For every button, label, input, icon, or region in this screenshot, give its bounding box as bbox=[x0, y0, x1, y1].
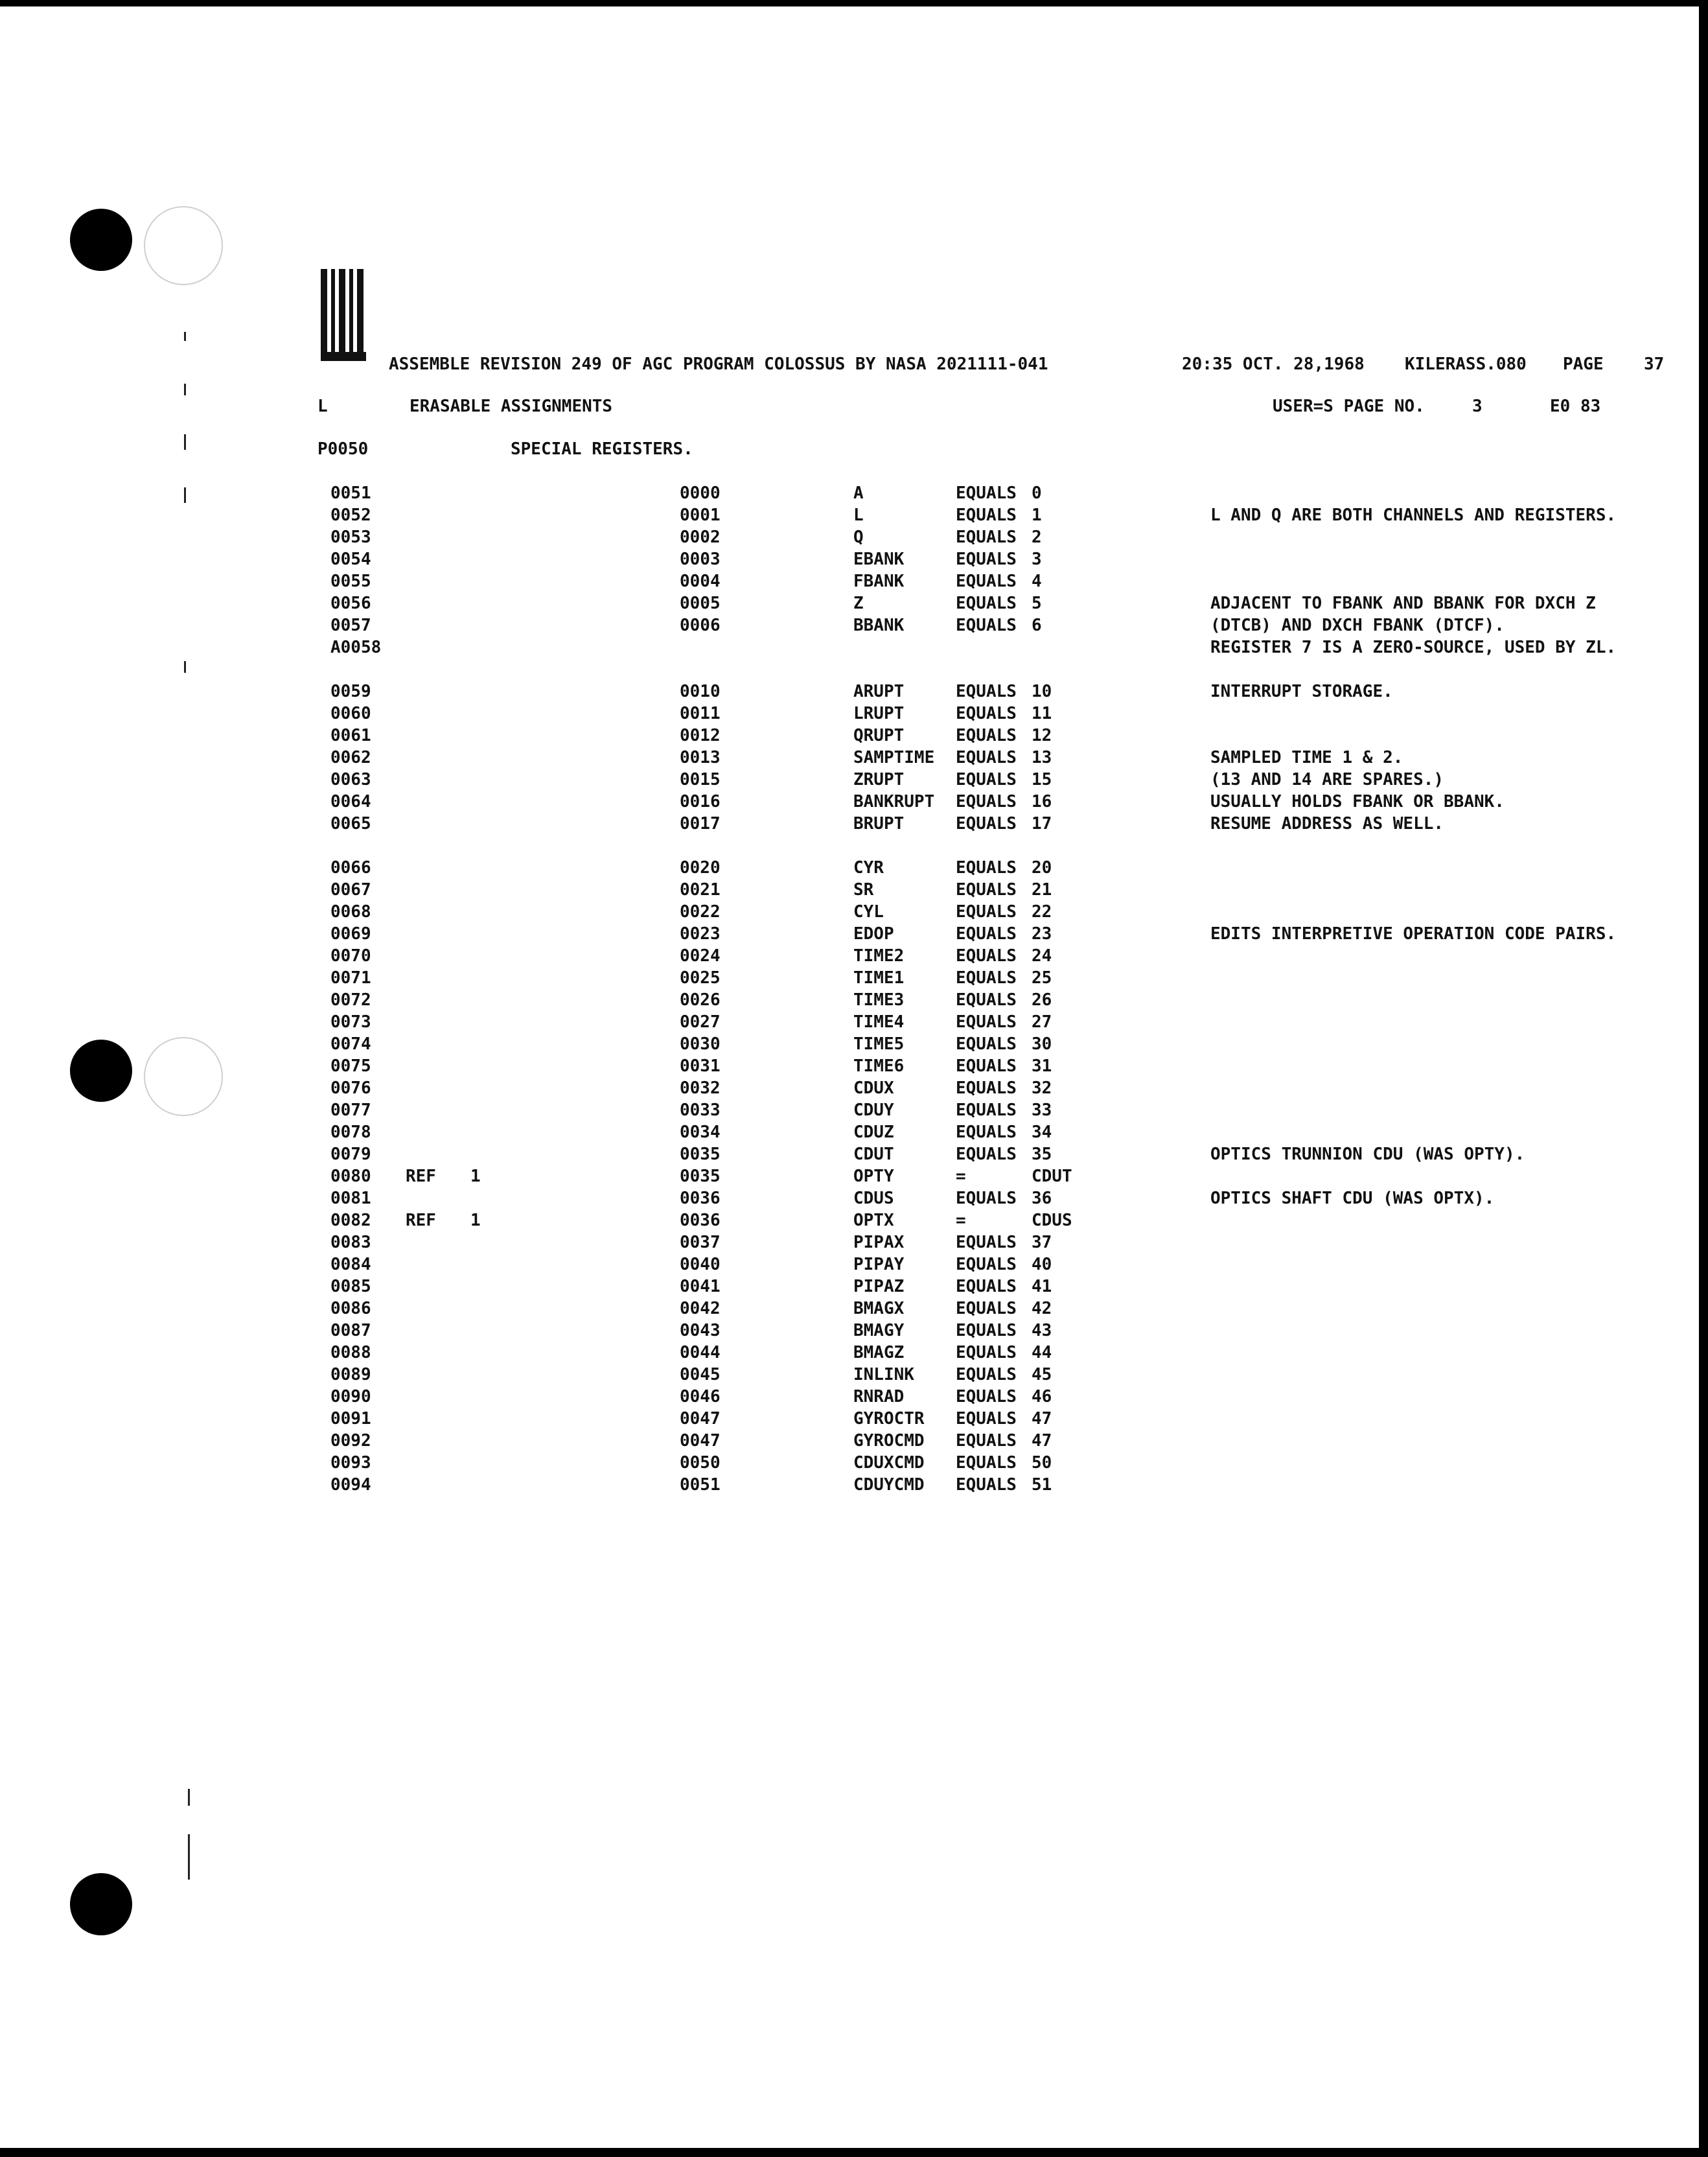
value: 17 bbox=[1032, 814, 1052, 834]
value: 47 bbox=[1032, 1409, 1052, 1428]
symbol: GYROCMD bbox=[853, 1431, 925, 1451]
ref-marker: REF bbox=[406, 1167, 436, 1186]
listing-row bbox=[0, 1452, 1708, 1474]
symbol: EDOP bbox=[853, 924, 894, 944]
value: 26 bbox=[1032, 990, 1052, 1010]
value: 41 bbox=[1032, 1277, 1052, 1296]
operator: EQUALS bbox=[956, 484, 1017, 503]
operator: EQUALS bbox=[956, 1431, 1017, 1451]
value: 46 bbox=[1032, 1387, 1052, 1406]
value: 27 bbox=[1032, 1012, 1052, 1032]
operator: EQUALS bbox=[956, 1012, 1017, 1032]
line-number: 0085 bbox=[330, 1277, 371, 1296]
value: 24 bbox=[1032, 946, 1052, 966]
value: 23 bbox=[1032, 924, 1052, 944]
operator: EQUALS bbox=[956, 1078, 1017, 1098]
line-number: 0081 bbox=[330, 1189, 371, 1208]
comment: OPTICS SHAFT CDU (WAS OPTX). bbox=[1210, 1189, 1495, 1208]
listing-row bbox=[0, 1430, 1708, 1452]
symbol: BBANK bbox=[853, 616, 905, 635]
operator: EQUALS bbox=[956, 748, 1017, 767]
value: 22 bbox=[1032, 902, 1052, 922]
operator: EQUALS bbox=[956, 990, 1017, 1010]
listing-row bbox=[0, 813, 1708, 835]
symbol: LRUPT bbox=[853, 704, 905, 723]
line-number: 0071 bbox=[330, 968, 371, 988]
address: 0021 bbox=[680, 880, 721, 900]
value: 43 bbox=[1032, 1321, 1052, 1340]
listing-row bbox=[0, 1187, 1708, 1209]
operator: EQUALS bbox=[956, 968, 1017, 988]
operator: EQUALS bbox=[956, 572, 1017, 591]
symbol: BANKRUPT bbox=[853, 792, 935, 811]
address: 0047 bbox=[680, 1409, 721, 1428]
symbol: SAMPTIME bbox=[853, 748, 935, 767]
comment: REGISTER 7 IS A ZERO-SOURCE, USED BY ZL. bbox=[1210, 638, 1617, 657]
address: 0033 bbox=[680, 1101, 721, 1120]
listing-row bbox=[0, 1143, 1708, 1165]
comment: RESUME ADDRESS AS WELL. bbox=[1210, 814, 1444, 834]
value: 5 bbox=[1032, 594, 1042, 613]
address: 0001 bbox=[680, 506, 721, 525]
value: CDUS bbox=[1032, 1211, 1072, 1230]
symbol: TIME3 bbox=[853, 990, 905, 1010]
listing-row bbox=[0, 614, 1708, 636]
value: 21 bbox=[1032, 880, 1052, 900]
symbol: TIME4 bbox=[853, 1012, 905, 1032]
listing-row bbox=[0, 504, 1708, 526]
address: 0027 bbox=[680, 1012, 721, 1032]
address: 0010 bbox=[680, 682, 721, 701]
symbol: L bbox=[853, 506, 864, 525]
line-number: 0056 bbox=[330, 594, 371, 613]
line-number: 0080 bbox=[330, 1167, 371, 1186]
listing-row bbox=[0, 879, 1708, 901]
operator: EQUALS bbox=[956, 1145, 1017, 1164]
listing-title: ASSEMBLE REVISION 249 OF AGC PROGRAM COLOSSUS BY NASA 2021111-041 bbox=[389, 355, 1048, 374]
symbol: PIPAY bbox=[853, 1255, 905, 1274]
operator: EQUALS bbox=[956, 682, 1017, 701]
operator: EQUALS bbox=[956, 594, 1017, 613]
symbol: OPTX bbox=[853, 1211, 894, 1230]
operator: EQUALS bbox=[956, 858, 1017, 878]
address: 0005 bbox=[680, 594, 721, 613]
symbol: PIPAX bbox=[853, 1233, 905, 1252]
address: 0003 bbox=[680, 550, 721, 569]
listing-row bbox=[0, 1342, 1708, 1364]
address: 0023 bbox=[680, 924, 721, 944]
symbol: OPTY bbox=[853, 1167, 894, 1186]
line-number: 0083 bbox=[330, 1233, 371, 1252]
listing-row bbox=[0, 967, 1708, 989]
address: 0036 bbox=[680, 1189, 721, 1208]
address: 0046 bbox=[680, 1387, 721, 1406]
address: 0030 bbox=[680, 1034, 721, 1054]
operator: EQUALS bbox=[956, 814, 1017, 834]
symbol: Q bbox=[853, 528, 864, 547]
value: 32 bbox=[1032, 1078, 1052, 1098]
listing-row bbox=[0, 1231, 1708, 1253]
address: 0051 bbox=[680, 1475, 721, 1495]
operator: EQUALS bbox=[956, 1387, 1017, 1406]
value: 4 bbox=[1032, 572, 1042, 591]
listing-row bbox=[0, 1165, 1708, 1187]
address: 0015 bbox=[680, 770, 721, 789]
operator: EQUALS bbox=[956, 880, 1017, 900]
symbol: INLINK bbox=[853, 1365, 914, 1384]
print-user: KILERASS.080 bbox=[1405, 355, 1527, 374]
listing-row bbox=[0, 1121, 1708, 1143]
value: 20 bbox=[1032, 858, 1052, 878]
section-line-label: SPECIAL REGISTERS. bbox=[511, 439, 693, 459]
symbol: CDUX bbox=[853, 1078, 894, 1098]
listing-row bbox=[0, 548, 1708, 570]
line-number: 0069 bbox=[330, 924, 371, 944]
operator: EQUALS bbox=[956, 1475, 1017, 1495]
line-number: 0068 bbox=[330, 902, 371, 922]
operator: EQUALS bbox=[956, 1034, 1017, 1054]
line-number: 0073 bbox=[330, 1012, 371, 1032]
operator: = bbox=[956, 1211, 966, 1230]
address: 0036 bbox=[680, 1211, 721, 1230]
symbol: Z bbox=[853, 594, 864, 613]
line-number: 0094 bbox=[330, 1475, 371, 1495]
operator: EQUALS bbox=[956, 924, 1017, 944]
line-number: 0051 bbox=[330, 484, 371, 503]
value: 2 bbox=[1032, 528, 1042, 547]
symbol: SR bbox=[853, 880, 874, 900]
line-number: 0093 bbox=[330, 1453, 371, 1473]
listing-row bbox=[0, 1099, 1708, 1121]
operator: EQUALS bbox=[956, 528, 1017, 547]
operator: EQUALS bbox=[956, 770, 1017, 789]
address: 0035 bbox=[680, 1167, 721, 1186]
operator: EQUALS bbox=[956, 1343, 1017, 1362]
value: 42 bbox=[1032, 1299, 1052, 1318]
address: 0006 bbox=[680, 616, 721, 635]
page-label: PAGE bbox=[1563, 355, 1604, 374]
comment: EDITS INTERPRETIVE OPERATION CODE PAIRS. bbox=[1210, 924, 1617, 944]
operator: EQUALS bbox=[956, 506, 1017, 525]
address: 0045 bbox=[680, 1365, 721, 1384]
address: 0031 bbox=[680, 1056, 721, 1076]
address: 0026 bbox=[680, 990, 721, 1010]
address: 0000 bbox=[680, 484, 721, 503]
listing-row bbox=[0, 923, 1708, 945]
value: 0 bbox=[1032, 484, 1042, 503]
comment: SAMPLED TIME 1 & 2. bbox=[1210, 748, 1403, 767]
line-number: 0090 bbox=[330, 1387, 371, 1406]
value: 16 bbox=[1032, 792, 1052, 811]
line-number: 0070 bbox=[330, 946, 371, 966]
address: 0002 bbox=[680, 528, 721, 547]
line-number: 0076 bbox=[330, 1078, 371, 1098]
value: 31 bbox=[1032, 1056, 1052, 1076]
symbol: A bbox=[853, 484, 864, 503]
symbol: FBANK bbox=[853, 572, 905, 591]
value: 6 bbox=[1032, 616, 1042, 635]
address: 0022 bbox=[680, 902, 721, 922]
line-number: 0060 bbox=[330, 704, 371, 723]
operator: EQUALS bbox=[956, 792, 1017, 811]
operator: EQUALS bbox=[956, 1409, 1017, 1428]
operator: EQUALS bbox=[956, 704, 1017, 723]
section-heading: ERASABLE ASSIGNMENTS bbox=[410, 397, 613, 416]
value: 3 bbox=[1032, 550, 1042, 569]
comment: USUALLY HOLDS FBANK OR BBANK. bbox=[1210, 792, 1505, 811]
operator: EQUALS bbox=[956, 902, 1017, 922]
operator: EQUALS bbox=[956, 1321, 1017, 1340]
symbol: ZRUPT bbox=[853, 770, 905, 789]
address: 0011 bbox=[680, 704, 721, 723]
operator: EQUALS bbox=[956, 726, 1017, 745]
line-number: 0087 bbox=[330, 1321, 371, 1340]
address: 0013 bbox=[680, 748, 721, 767]
address: 0024 bbox=[680, 946, 721, 966]
line-number: 0089 bbox=[330, 1365, 371, 1384]
line-number: 0059 bbox=[330, 682, 371, 701]
line-number: 0072 bbox=[330, 990, 371, 1010]
listing-row bbox=[0, 1055, 1708, 1077]
symbol: EBANK bbox=[853, 550, 905, 569]
address: 0025 bbox=[680, 968, 721, 988]
symbol: GYROCTR bbox=[853, 1409, 925, 1428]
symbol: RNRAD bbox=[853, 1387, 905, 1406]
symbol: TIME1 bbox=[853, 968, 905, 988]
listing-row bbox=[0, 1364, 1708, 1386]
symbol: CDUS bbox=[853, 1189, 894, 1208]
value: 35 bbox=[1032, 1145, 1052, 1164]
value: 34 bbox=[1032, 1123, 1052, 1142]
operator: EQUALS bbox=[956, 1365, 1017, 1384]
line-number: 0055 bbox=[330, 572, 371, 591]
symbol: ARUPT bbox=[853, 682, 905, 701]
address: 0034 bbox=[680, 1123, 721, 1142]
comment: OPTICS TRUNNION CDU (WAS OPTY). bbox=[1210, 1145, 1525, 1164]
address: 0042 bbox=[680, 1299, 721, 1318]
value: 33 bbox=[1032, 1101, 1052, 1120]
symbol: CDUYCMD bbox=[853, 1475, 925, 1495]
comment: INTERRUPT STORAGE. bbox=[1210, 682, 1393, 701]
value: 11 bbox=[1032, 704, 1052, 723]
listing-row bbox=[0, 1298, 1708, 1320]
line-number: 0079 bbox=[330, 1145, 371, 1164]
address: 0017 bbox=[680, 814, 721, 834]
operator: EQUALS bbox=[956, 1189, 1017, 1208]
symbol: CDUZ bbox=[853, 1123, 894, 1142]
value: 10 bbox=[1032, 682, 1052, 701]
listing-row bbox=[0, 482, 1708, 504]
line-number: 0088 bbox=[330, 1343, 371, 1362]
value: 13 bbox=[1032, 748, 1052, 767]
listing-row bbox=[0, 681, 1708, 703]
listing-row bbox=[0, 1077, 1708, 1099]
section-line-number: P0050 bbox=[317, 439, 369, 459]
listing-row bbox=[0, 1408, 1708, 1430]
line-number: A0058 bbox=[330, 638, 382, 657]
users-page-number: 3 bbox=[1472, 397, 1483, 416]
line-number: 0091 bbox=[330, 1409, 371, 1428]
listing-row bbox=[0, 747, 1708, 769]
line-number: 0066 bbox=[330, 858, 371, 878]
line-number: 0063 bbox=[330, 770, 371, 789]
ref-count: 1 bbox=[470, 1167, 481, 1186]
listing-row bbox=[0, 1320, 1708, 1342]
listing-row bbox=[0, 636, 1708, 659]
listing-row bbox=[0, 1386, 1708, 1408]
line-number: 0092 bbox=[330, 1431, 371, 1451]
address: 0041 bbox=[680, 1277, 721, 1296]
symbol: CDUXCMD bbox=[853, 1453, 925, 1473]
value: 51 bbox=[1032, 1475, 1052, 1495]
line-number: 0086 bbox=[330, 1299, 371, 1318]
listing-row bbox=[0, 945, 1708, 967]
listing-row bbox=[0, 1011, 1708, 1033]
symbol: QRUPT bbox=[853, 726, 905, 745]
comment: (13 AND 14 ARE SPARES.) bbox=[1210, 770, 1444, 789]
line-number: 0084 bbox=[330, 1255, 371, 1274]
section-code: E0 83 bbox=[1550, 397, 1601, 416]
listing-marker: L bbox=[317, 397, 328, 416]
line-number: 0074 bbox=[330, 1034, 371, 1054]
listing-row bbox=[0, 791, 1708, 813]
line-number: 0052 bbox=[330, 506, 371, 525]
operator: EQUALS bbox=[956, 1056, 1017, 1076]
value: 30 bbox=[1032, 1034, 1052, 1054]
listing-row bbox=[0, 526, 1708, 548]
symbol: CYR bbox=[853, 858, 884, 878]
operator: EQUALS bbox=[956, 1233, 1017, 1252]
value: 25 bbox=[1032, 968, 1052, 988]
symbol: BRUPT bbox=[853, 814, 905, 834]
address: 0035 bbox=[680, 1145, 721, 1164]
symbol: TIME2 bbox=[853, 946, 905, 966]
address: 0040 bbox=[680, 1255, 721, 1274]
listing-row bbox=[0, 1253, 1708, 1276]
comment: (DTCB) AND DXCH FBANK (DTCF). bbox=[1210, 616, 1505, 635]
address: 0016 bbox=[680, 792, 721, 811]
symbol: BMAGX bbox=[853, 1299, 905, 1318]
line-number: 0062 bbox=[330, 748, 371, 767]
operator: = bbox=[956, 1167, 966, 1186]
value: 44 bbox=[1032, 1343, 1052, 1362]
symbol: BMAGZ bbox=[853, 1343, 905, 1362]
ref-count: 1 bbox=[470, 1211, 481, 1230]
address: 0050 bbox=[680, 1453, 721, 1473]
ref-marker: REF bbox=[406, 1211, 436, 1230]
operator: EQUALS bbox=[956, 946, 1017, 966]
operator: EQUALS bbox=[956, 1299, 1017, 1318]
line-number: 0078 bbox=[330, 1123, 371, 1142]
comment: L AND Q ARE BOTH CHANNELS AND REGISTERS. bbox=[1210, 506, 1617, 525]
operator: EQUALS bbox=[956, 1453, 1017, 1473]
symbol: BMAGY bbox=[853, 1321, 905, 1340]
line-number: 0065 bbox=[330, 814, 371, 834]
listing-row bbox=[0, 857, 1708, 879]
value: 36 bbox=[1032, 1189, 1052, 1208]
listing-row bbox=[0, 570, 1708, 592]
address: 0037 bbox=[680, 1233, 721, 1252]
value: 40 bbox=[1032, 1255, 1052, 1274]
symbol: CDUT bbox=[853, 1145, 894, 1164]
address: 0020 bbox=[680, 858, 721, 878]
listing-row bbox=[0, 769, 1708, 791]
operator: EQUALS bbox=[956, 616, 1017, 635]
comment: ADJACENT TO FBANK AND BBANK FOR DXCH Z bbox=[1210, 594, 1596, 613]
line-number: 0053 bbox=[330, 528, 371, 547]
address: 0043 bbox=[680, 1321, 721, 1340]
symbol: CDUY bbox=[853, 1101, 894, 1120]
value: 37 bbox=[1032, 1233, 1052, 1252]
value: 45 bbox=[1032, 1365, 1052, 1384]
listing-row bbox=[0, 703, 1708, 725]
operator: EQUALS bbox=[956, 1123, 1017, 1142]
value: 1 bbox=[1032, 506, 1042, 525]
value: CDUT bbox=[1032, 1167, 1072, 1186]
symbol: TIME6 bbox=[853, 1056, 905, 1076]
line-number: 0057 bbox=[330, 616, 371, 635]
line-number: 0075 bbox=[330, 1056, 371, 1076]
listing-row bbox=[0, 592, 1708, 614]
page-number: 37 bbox=[1644, 355, 1665, 374]
value: 50 bbox=[1032, 1453, 1052, 1473]
line-number: 0054 bbox=[330, 550, 371, 569]
address: 0047 bbox=[680, 1431, 721, 1451]
address: 0012 bbox=[680, 726, 721, 745]
listing-row bbox=[0, 989, 1708, 1011]
symbol: TIME5 bbox=[853, 1034, 905, 1054]
operator: EQUALS bbox=[956, 1277, 1017, 1296]
line-number: 0082 bbox=[330, 1211, 371, 1230]
listing-row bbox=[0, 1033, 1708, 1055]
listing-row bbox=[0, 1209, 1708, 1231]
address: 0004 bbox=[680, 572, 721, 591]
print-datetime: 20:35 OCT. 28,1968 bbox=[1182, 355, 1365, 374]
symbol: PIPAZ bbox=[853, 1277, 905, 1296]
value: 15 bbox=[1032, 770, 1052, 789]
users-page-label: USER=S PAGE NO. bbox=[1273, 397, 1425, 416]
line-number: 0061 bbox=[330, 726, 371, 745]
listing-row bbox=[0, 725, 1708, 747]
value: 47 bbox=[1032, 1431, 1052, 1451]
line-number: 0064 bbox=[330, 792, 371, 811]
listing-row bbox=[0, 1474, 1708, 1496]
operator: EQUALS bbox=[956, 1101, 1017, 1120]
line-number: 0077 bbox=[330, 1101, 371, 1120]
operator: EQUALS bbox=[956, 1255, 1017, 1274]
listing-row bbox=[0, 1276, 1708, 1298]
address: 0044 bbox=[680, 1343, 721, 1362]
operator: EQUALS bbox=[956, 550, 1017, 569]
symbol: CYL bbox=[853, 902, 884, 922]
listing-row bbox=[0, 901, 1708, 923]
line-number: 0067 bbox=[330, 880, 371, 900]
address: 0032 bbox=[680, 1078, 721, 1098]
value: 12 bbox=[1032, 726, 1052, 745]
